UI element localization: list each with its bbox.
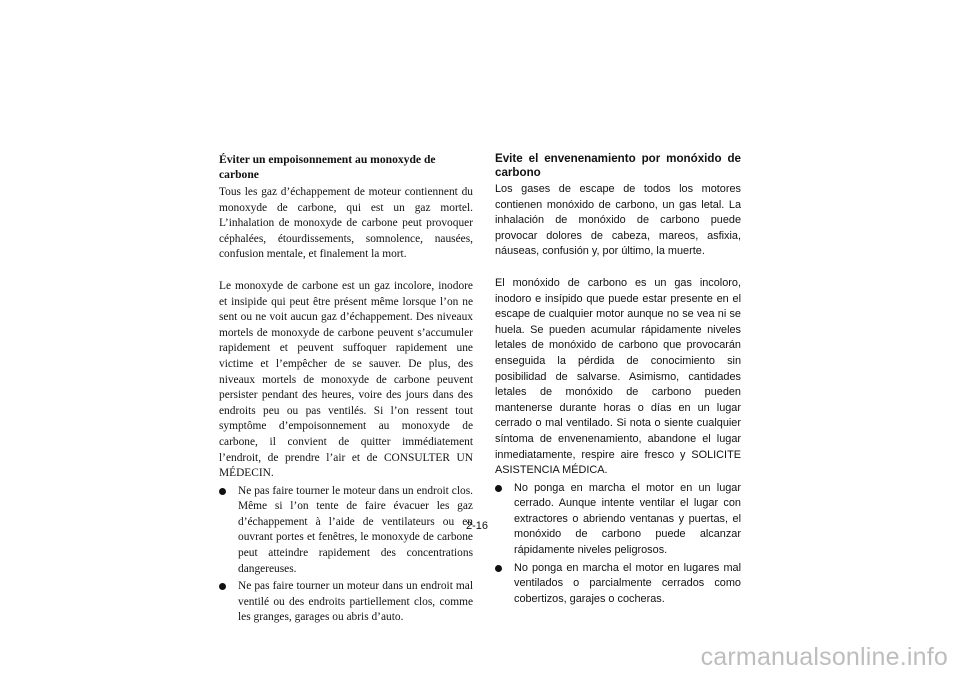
french-column — [219, 152, 473, 628]
french-bullet-text: Ne pas faire tourner le moteur dans un endroit clos. Même si l’on tente de faire évacuer les gaz d’échappement à l’aide de ventilateurs ou en ouvrant portes et fenêtres, le monoxyde de carbone peut atteindre rapidement des concentrations dangereuses. — [238, 484, 473, 575]
bullet-icon — [219, 488, 226, 495]
spanish-heading: Evite el envenenamiento por monóxido de carbono — [495, 152, 741, 179]
french-bullet-list — [219, 484, 473, 626]
spanish-bullet-text: No ponga en marcha el motor en un lugar cerrado. Aunque intente ventilar el lugar con extractores o abriendo ventanas y puertas, el monóxido de carbono puede alcanzar rápidamente niveles peligrosos. — [514, 481, 741, 557]
spanish-bullet-list — [495, 481, 741, 608]
french-bullet-text: Ne pas faire tourner un moteur dans un endroit mal ventilé ou des endroits partiellement clos, comme les granges, garages ou abris d’auto. — [238, 580, 473, 624]
bullet-icon — [219, 583, 226, 590]
french-paragraph-1: Tous les gaz d’échappement de moteur contiennent du monoxyde de carbone, qui est un gaz mortel. L’inhalation de monoxyde de carbone peut provoquer céphalées, étourdissements, somnolence, nausées, confusion mentale, et finalement la mort. — [219, 186, 473, 261]
bullet-icon — [495, 485, 502, 492]
french-paragraph-2: Le monoxyde de carbone est un gaz incolore, inodore et insipide qui peut être présent même lorsque l’on ne sent ou ne voit aucun gaz d’échappement. Des niveaux mortels de monoxyde de carbone peuvent s’accumuler rapidement et peuvent suffoquer rapidement une victime et l’empêcher de se sauver. De plus, des niveaux mortels de monoxyde de carbone peuvent persister pendant des heures, voire des jours dans des endroits peu ou pas ventilés. Si l’on ressent tout symptôme d’empoisonnement au monoxyde de carbone, il convient de quitter immédiatement l’endroit, de prendre l’air et de CONSULTER UN MÉDECIN. — [219, 279, 473, 480]
french-bullet-item — [219, 579, 473, 626]
spanish-paragraph-1: Los gases de escape de todos los motores contienen monóxido de carbono, un gas letal. La inhalación de monóxido de carbono puede provocar dolores de cabeza, mareos, asfixia, náuseas, confusión y, por último, la muerte. — [495, 183, 741, 258]
watermark: carmanualsonline.info — [700, 643, 948, 671]
spanish-bullet-text: No ponga en marcha el motor en lugares mal ventilados o parcialmente cerrados como cobertizos, garajes o cocheras. — [514, 561, 741, 605]
page-number: 2-16 — [466, 520, 489, 532]
spanish-bullet-item — [495, 481, 741, 559]
bullet-icon — [495, 565, 502, 572]
french-bullet-item — [219, 484, 473, 578]
spanish-paragraph-2: El monóxido de carbono es un gas incoloro, inodoro e insípido que puede estar presente en el escape de cualquier motor aunque no se vea ni se huela. Se pueden acumular rápidamente niveles letales de monóxido de carbono que provocarán enseguida la pérdida de conocimiento sin posibilidad de salvarse. Asimismo, cantidades letales de monóxido de carbono pueden mantenerse durante horas o días en un lugar cerrado o mal ventilado. Si nota o siente cualquier síntoma de envenenamiento, abandone el lugar inmediatamente, respire aire fresco y SOLICITE ASISTENCIA MÉDICA. — [495, 276, 741, 477]
french-heading: Éviter un empoisonnement au monoxyde de carbone — [219, 153, 436, 181]
spanish-bullet-item — [495, 561, 741, 608]
spanish-column — [495, 152, 741, 609]
